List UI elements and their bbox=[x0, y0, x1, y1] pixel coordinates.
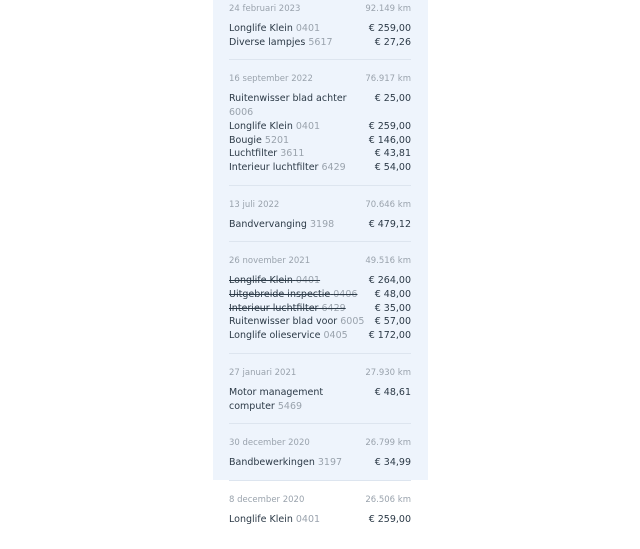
entry-mileage: 70.646 km bbox=[365, 199, 411, 210]
service-price: € 43,81 bbox=[374, 148, 411, 160]
service-price: € 264,00 bbox=[368, 275, 411, 287]
entry-mileage: 76.917 km bbox=[365, 74, 411, 85]
service-history-list bbox=[229, 2, 411, 549]
service-line bbox=[229, 329, 411, 343]
service-code: 3198 bbox=[309, 218, 335, 230]
service-name: Longlife olieservice bbox=[229, 330, 321, 342]
service-price: € 259,00 bbox=[368, 513, 411, 525]
entry-header bbox=[229, 366, 411, 380]
service-line-description bbox=[229, 456, 375, 470]
service-price: € 57,00 bbox=[374, 316, 411, 328]
service-entry bbox=[229, 436, 411, 481]
service-code: 0401 bbox=[295, 23, 321, 34]
entry-mileage: 27.930 km bbox=[365, 367, 411, 378]
service-price: € 146,00 bbox=[368, 134, 411, 146]
service-price: € 259,00 bbox=[368, 23, 411, 34]
service-code: 6006 bbox=[229, 107, 254, 119]
entry-header bbox=[229, 436, 411, 450]
service-entry bbox=[229, 366, 411, 424]
service-line bbox=[229, 161, 411, 175]
entry-date: 24 februari 2023 bbox=[229, 4, 301, 14]
entry-lines bbox=[229, 92, 411, 174]
service-line-description bbox=[229, 302, 375, 316]
service-price: € 27,26 bbox=[374, 36, 411, 48]
service-name: Longlife Klein bbox=[229, 275, 293, 287]
service-line bbox=[229, 92, 411, 119]
service-price: € 35,00 bbox=[374, 302, 411, 314]
service-line bbox=[229, 36, 411, 50]
service-code: 5617 bbox=[308, 36, 333, 48]
service-name: Bougie bbox=[229, 134, 262, 146]
entry-date: 30 december 2020 bbox=[229, 438, 310, 449]
service-line bbox=[229, 456, 411, 470]
service-price: € 48,61 bbox=[374, 386, 411, 398]
service-line-description bbox=[229, 134, 369, 148]
service-price: € 48,00 bbox=[374, 289, 411, 301]
service-line bbox=[229, 218, 411, 232]
service-line-description bbox=[229, 315, 375, 329]
service-line-description bbox=[229, 386, 375, 413]
service-name: Luchtfilter bbox=[229, 148, 278, 160]
service-line bbox=[229, 120, 411, 134]
entry-mileage: 26.799 km bbox=[365, 438, 411, 449]
entry-header bbox=[229, 254, 411, 268]
service-line bbox=[229, 302, 411, 316]
entry-date: 13 juli 2022 bbox=[229, 199, 280, 210]
service-entry bbox=[229, 72, 411, 185]
entry-header bbox=[229, 72, 411, 86]
entry-header bbox=[229, 2, 411, 16]
service-entry bbox=[229, 493, 411, 537]
service-line-description bbox=[229, 274, 369, 288]
entry-mileage: 26.506 km bbox=[365, 494, 411, 505]
service-code: 0401 bbox=[295, 513, 321, 525]
service-code: 0401 bbox=[295, 120, 321, 132]
service-price: € 54,00 bbox=[374, 161, 411, 173]
service-code: 6429 bbox=[321, 302, 346, 314]
entry-lines bbox=[229, 456, 411, 470]
service-entry bbox=[229, 198, 411, 243]
service-price: € 479,12 bbox=[368, 218, 411, 230]
service-line-description bbox=[229, 92, 375, 119]
entry-header bbox=[229, 493, 411, 507]
service-price: € 25,00 bbox=[374, 93, 411, 105]
entry-date: 16 september 2022 bbox=[229, 74, 313, 85]
entry-header bbox=[229, 198, 411, 212]
service-code: 3197 bbox=[317, 457, 343, 469]
entry-date: 8 december 2020 bbox=[229, 494, 305, 505]
service-code: 0406 bbox=[333, 289, 358, 301]
entry-lines bbox=[229, 274, 411, 343]
service-line-description bbox=[229, 218, 369, 232]
service-name: Interieur luchtfilter bbox=[229, 302, 319, 314]
service-line-description bbox=[229, 36, 375, 50]
entry-lines bbox=[229, 513, 411, 527]
service-name: Bandvervanging bbox=[229, 218, 307, 230]
service-line bbox=[229, 288, 411, 302]
service-line bbox=[229, 22, 411, 36]
service-line-description bbox=[229, 329, 369, 343]
service-name: Longlife Klein bbox=[229, 120, 293, 132]
entry-lines bbox=[229, 386, 411, 413]
service-line bbox=[229, 274, 411, 288]
service-name: Bandbewerkingen bbox=[229, 457, 315, 469]
service-code: 5201 bbox=[264, 134, 290, 146]
service-entry bbox=[229, 2, 411, 60]
service-price: € 34,99 bbox=[374, 457, 411, 469]
entry-mileage: 92.149 km bbox=[365, 4, 411, 14]
service-price: € 259,00 bbox=[368, 120, 411, 132]
service-line bbox=[229, 386, 411, 413]
entry-date: 27 januari 2021 bbox=[229, 367, 297, 378]
service-line bbox=[229, 315, 411, 329]
service-name: Ruitenwisser blad voor bbox=[229, 316, 338, 328]
service-entry bbox=[229, 254, 411, 354]
service-line bbox=[229, 134, 411, 148]
service-line-description bbox=[229, 513, 369, 527]
service-code: 6005 bbox=[340, 316, 365, 328]
service-name: Motor management computer bbox=[229, 386, 324, 412]
service-line-description bbox=[229, 161, 375, 175]
entry-mileage: 49.516 km bbox=[365, 256, 411, 267]
service-line bbox=[229, 147, 411, 161]
service-code: 6429 bbox=[321, 161, 346, 173]
service-name: Ruitenwisser blad achter bbox=[229, 93, 347, 105]
service-history-panel bbox=[213, 0, 428, 525]
service-name: Interieur luchtfilter bbox=[229, 161, 319, 173]
service-name: Longlife Klein bbox=[229, 513, 293, 525]
service-line-description bbox=[229, 22, 369, 36]
service-line-description bbox=[229, 288, 375, 302]
entry-lines bbox=[229, 22, 411, 49]
service-code: 3611 bbox=[280, 148, 305, 160]
service-name: Longlife Klein bbox=[229, 23, 293, 34]
service-code: 5469 bbox=[277, 400, 303, 412]
service-price: € 172,00 bbox=[368, 330, 411, 342]
service-name: Uitgebreide inspectie bbox=[229, 289, 331, 301]
service-code: 0405 bbox=[323, 330, 348, 342]
service-name: Diverse lampjes bbox=[229, 36, 306, 48]
service-line bbox=[229, 513, 411, 527]
service-code: 0401 bbox=[295, 275, 321, 287]
entry-date: 26 november 2021 bbox=[229, 256, 311, 267]
entry-lines bbox=[229, 218, 411, 232]
service-line-description bbox=[229, 120, 369, 134]
service-line-description bbox=[229, 147, 375, 161]
